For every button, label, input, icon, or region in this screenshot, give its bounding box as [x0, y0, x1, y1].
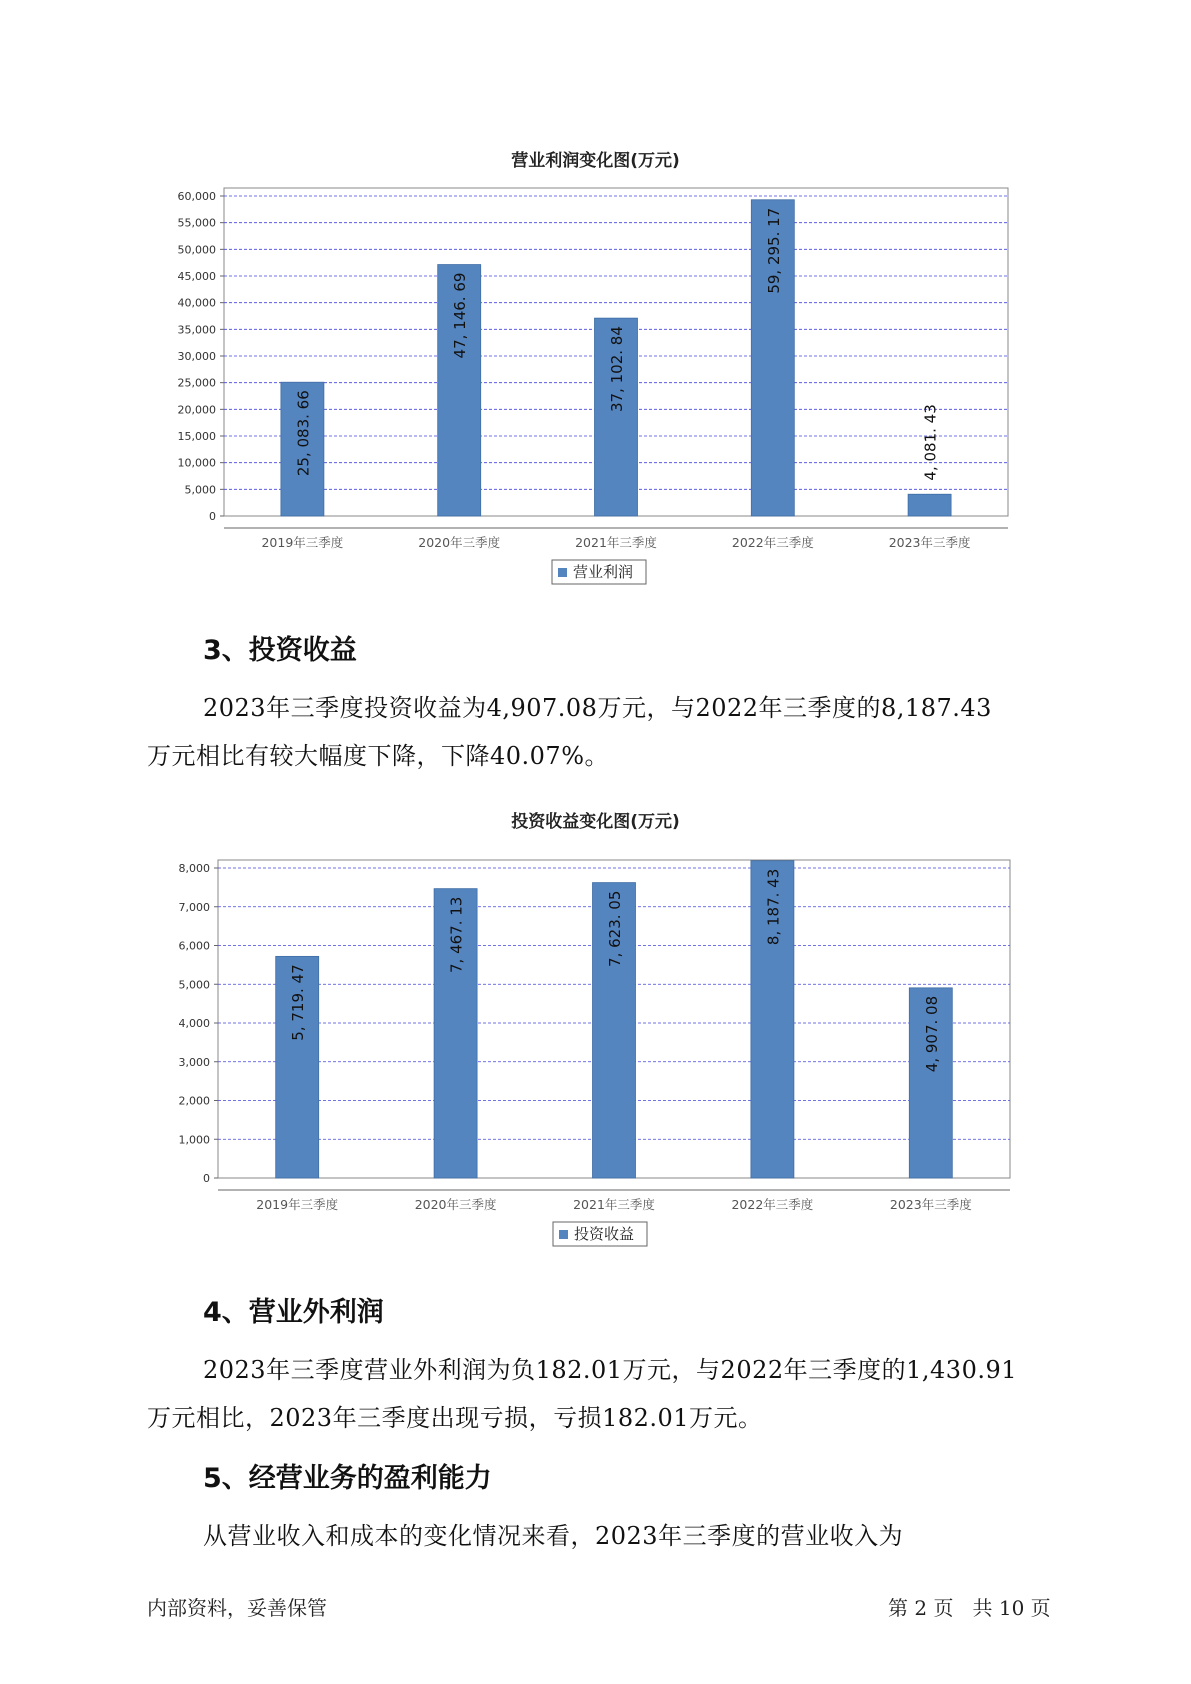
nonop-text-line1: 2023年三季度营业外利润为负182.01万元，与2022年三季度的1,430.91 — [203, 1356, 1018, 1384]
bar-value-label: 5, 719. 47 — [289, 964, 308, 1041]
y-tick-label: 6,000 — [178, 939, 210, 953]
profit-chart-title: 营业利润变化图(万元) — [511, 151, 680, 171]
y-tick-label: 0 — [203, 1172, 210, 1185]
x-tick-label: 2022年三季度 — [731, 535, 814, 550]
nonop-text-line2: 万元相比，2023年三季度出现亏损，亏损182.01万元。 — [147, 1404, 763, 1432]
y-tick-label: 20,000 — [177, 403, 216, 417]
legend-swatch — [559, 1230, 568, 1239]
x-tick-label: 2019年三季度 — [256, 1197, 339, 1212]
bar-value-label: 25, 083. 66 — [294, 390, 313, 477]
x-tick-label: 2021年三季度 — [573, 1197, 655, 1212]
x-tick-label: 2023年三季度 — [888, 535, 971, 550]
y-tick-label: 45,000 — [177, 270, 216, 283]
investment-text-line1: 2023年三季度投资收益为4,907.08万元，与2022年三季度的8,187.43 — [203, 694, 992, 722]
profitability-text-line1: 从营业收入和成本的变化情况来看，2023年三季度的营业收入为 — [203, 1522, 904, 1550]
x-tick-label: 2020年三季度 — [414, 1197, 497, 1212]
bar-value-label: 59, 295. 17 — [764, 207, 783, 294]
bar-value-label: 7, 467. 13 — [447, 896, 466, 973]
legend-label: 投资收益 — [574, 1225, 635, 1243]
investment-text-line2: 万元相比有较大幅度下降，下降40.07%。 — [147, 742, 610, 770]
nonop-heading: 4、营业外利润 — [203, 1297, 384, 1328]
y-tick-label: 10,000 — [177, 456, 216, 470]
y-tick-label: 0 — [209, 510, 216, 523]
y-tick-label: 60,000 — [177, 190, 216, 203]
y-tick-label: 50,000 — [177, 243, 216, 257]
footer-right: 第 2 页 共 10 页 — [888, 1596, 1051, 1620]
y-tick-label: 35,000 — [177, 323, 216, 337]
investment-chart-title: 投资收益变化图(万元) — [511, 812, 680, 832]
x-tick-label: 2023年三季度 — [889, 1197, 972, 1212]
bar-value-label: 37, 102. 84 — [608, 326, 626, 413]
y-tick-label: 7,000 — [178, 900, 210, 914]
bar-value-label: 47, 146. 69 — [451, 272, 470, 359]
x-tick-label: 2021年三季度 — [575, 535, 657, 550]
y-tick-label: 55,000 — [177, 216, 216, 230]
x-tick-label: 2020年三季度 — [418, 535, 501, 550]
profitability-heading: 5、经营业务的盈利能力 — [203, 1463, 492, 1494]
x-tick-label: 2019年三季度 — [261, 535, 344, 550]
investment-heading: 3、投资收益 — [203, 635, 357, 666]
bar-value-label: 4, 907. 08 — [922, 995, 941, 1073]
bar-value-label: 4, 081. 43 — [921, 404, 940, 481]
y-tick-label: 40,000 — [177, 296, 216, 310]
y-tick-label: 3,000 — [178, 1055, 210, 1069]
y-tick-label: 15,000 — [177, 430, 216, 443]
y-tick-label: 5,000 — [178, 978, 210, 992]
bar-value-label: 7, 623. 05 — [606, 890, 624, 967]
bar-value-label: 8, 187. 43 — [764, 868, 783, 946]
x-tick-label: 2022年三季度 — [731, 1197, 814, 1212]
y-tick-label: 8,000 — [178, 862, 210, 875]
y-tick-label: 4,000 — [178, 1017, 210, 1030]
y-tick-label: 1,000 — [178, 1133, 210, 1147]
legend-label: 营业利润 — [573, 563, 634, 581]
y-tick-label: 5,000 — [184, 483, 216, 497]
y-tick-label: 2,000 — [178, 1094, 210, 1108]
y-tick-label: 30,000 — [177, 350, 216, 363]
footer-left: 内部资料，妥善保管 — [147, 1596, 327, 1620]
y-tick-label: 25,000 — [177, 376, 216, 390]
